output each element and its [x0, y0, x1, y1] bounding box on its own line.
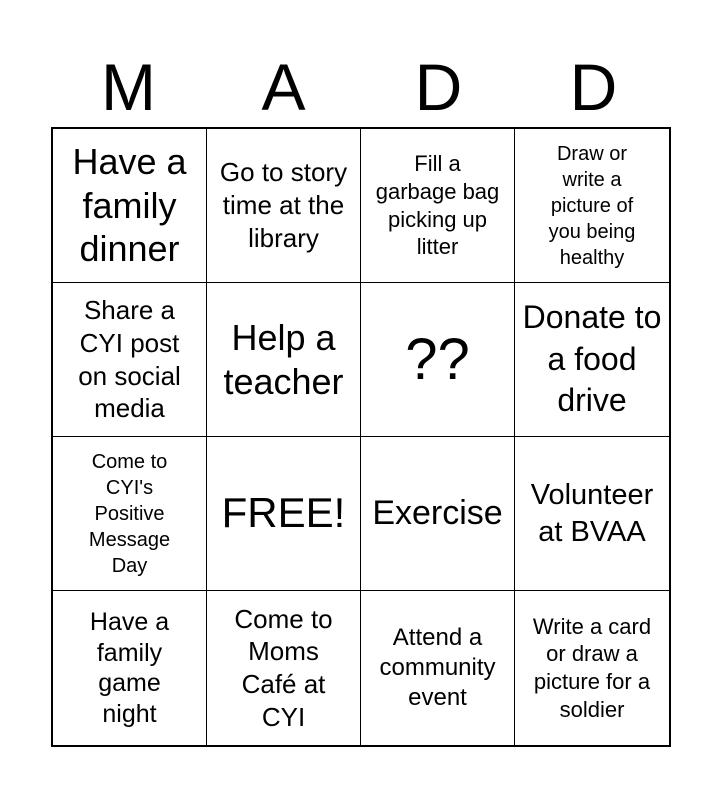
bingo-cell-r3c4[interactable]	[515, 437, 669, 591]
bingo-cell-r1c2[interactable]	[207, 129, 361, 283]
bingo-cell-text: Attend a community event	[379, 623, 496, 712]
bingo-cell-r3c2[interactable]	[207, 437, 361, 591]
header-letter-d-2: D	[569, 50, 618, 124]
bingo-cell-r4c3[interactable]	[361, 591, 515, 745]
bingo-cell-text: Come to Moms Café at CYI	[234, 603, 333, 732]
bingo-cell-r2c3[interactable]	[361, 283, 515, 437]
bingo-cell-r4c4[interactable]	[515, 591, 669, 745]
bingo-board	[51, 127, 671, 747]
bingo-cell-text: Have a family dinner	[72, 140, 187, 270]
bingo-cell-text: Draw or write a picture of you being healthy	[548, 142, 636, 269]
bingo-cell-r1c3[interactable]	[361, 129, 515, 283]
bingo-cell-text: ??	[405, 326, 470, 392]
bingo-header	[51, 46, 671, 128]
bingo-cell-r2c2[interactable]	[207, 283, 361, 437]
bingo-cell-text: Help a teacher	[223, 316, 344, 402]
bingo-cell-text: Have a family game night	[89, 608, 170, 728]
bingo-cell-r2c4[interactable]	[515, 283, 669, 437]
bingo-cell-r1c1[interactable]	[53, 129, 207, 283]
bingo-cell-r4c2[interactable]	[207, 591, 361, 745]
header-letter-d: D	[414, 50, 463, 124]
header-letter-m: M	[101, 50, 156, 124]
bingo-cell-text: Exercise	[372, 493, 503, 532]
bingo-cell-r1c4[interactable]	[515, 129, 669, 283]
bingo-cell-text: Come to CYI's Positive Message Day	[88, 450, 171, 577]
bingo-cell-text: FREE!	[221, 489, 346, 537]
bingo-cell-text: Share a CYI post on social media	[78, 295, 181, 424]
bingo-cell-r4c1[interactable]	[53, 591, 207, 745]
header-letter-a: A	[261, 50, 306, 124]
bingo-cell-r2c1[interactable]	[53, 283, 207, 437]
bingo-cell-text: Volunteer at BVAA	[530, 478, 654, 548]
bingo-cell-r3c1[interactable]	[53, 437, 207, 591]
bingo-cell-text: Donate to a food drive	[522, 299, 662, 419]
bingo-cell-r3c3[interactable]	[361, 437, 515, 591]
bingo-cell-text: Fill a garbage bag picking up litter	[375, 151, 500, 260]
bingo-cell-text: Write a card or draw a picture for a soldier	[532, 613, 652, 722]
bingo-cell-text: Go to story time at the library	[219, 157, 348, 253]
